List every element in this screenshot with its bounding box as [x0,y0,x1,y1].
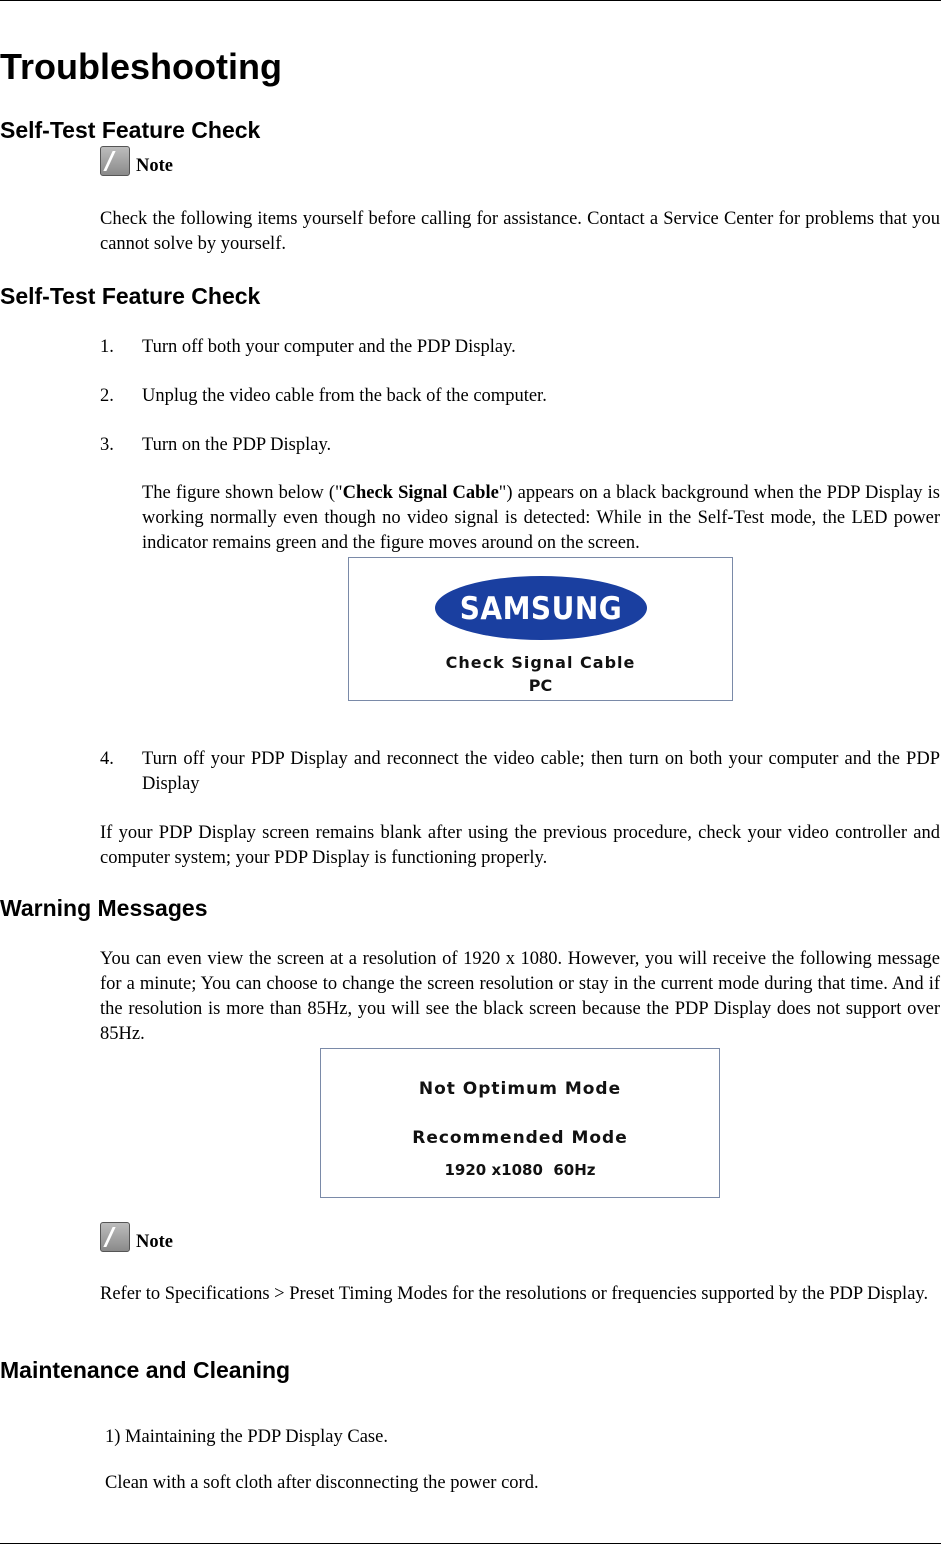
check-signal-cable-figure [348,557,733,701]
note-label: Note [136,1232,173,1252]
step-text: Turn off your PDP Display and reconnect the video cable; then turn on both your computer and the PDP Display [142,749,940,794]
not-optimum-mode-text: Not Optimum Mode [418,1079,622,1099]
not-optimum-mode-figure [320,1048,720,1198]
step-text: Turn on the PDP Display. [142,435,332,455]
note-label: Note [136,156,173,176]
note-block [100,146,173,176]
note-text: Refer to Specifications > Preset Timing Modes for the resolutions or frequencies supported by the PDP Display. [100,1284,929,1304]
section-heading-maintenance: Maintenance and Cleaning [0,1357,291,1383]
after-steps-text: If your PDP Display screen remains blank after using the previous procedure, check your video controller and computer system; your PDP Display is functioning properly. [100,823,940,868]
section-heading-self-test: Self-Test Feature Check [0,117,261,143]
bottom-rule [0,1543,941,1544]
step-number: 4. [100,749,114,769]
maintenance-instruction: Clean with a soft cloth after disconnecting the power cord. [105,1473,539,1493]
step-number: 2. [100,386,114,406]
figure-description-pre: The figure shown below (" [142,483,343,503]
section-heading-self-test-2: Self-Test Feature Check [0,283,261,309]
top-rule [0,0,941,1]
step-number: 1. [100,337,114,357]
page-title: Troubleshooting [0,46,282,87]
maintenance-item: 1) Maintaining the PDP Display Case. [105,1427,388,1447]
note-icon [100,146,130,176]
figure-description-post: ") appears on a black background when the PDP Display is working normally even though no video signal is detected: While in the Self-Test mode, the LED power indicator remains green and the figure moves around on the screen. [142,483,940,553]
samsung-logo: SAMSUNG [435,576,647,640]
note-block [100,1222,173,1252]
step-text: Unplug the video cable from the back of the computer. [142,386,547,406]
note-icon [100,1222,130,1252]
input-source-text: PC [528,676,553,695]
step-text: Turn off both your computer and the PDP Display. [142,337,516,357]
check-signal-cable-text: Check Signal Cable [445,653,636,672]
figure-description-bold: Check Signal Cable [342,483,499,503]
section-heading-warning: Warning Messages [0,895,208,921]
step-number: 3. [100,435,114,455]
resolution-text: 1920 x1080 60Hz [444,1161,596,1179]
note-text: Check the following items yourself before calling for assistance. Contact a Service Center for problems that you cannot solve by yourself. [100,209,940,254]
figure-description [142,481,940,556]
warning-text: You can even view the screen at a resolution of 1920 x 1080. However, you will receive the following message for a minute; You can choose to change the screen resolution or stay in the current mode during that time. And if the resolution is more than 85Hz, you will see the black screen because the PDP Display does not support over 85Hz. [100,949,940,1044]
recommended-mode-text: Recommended Mode [412,1128,628,1148]
